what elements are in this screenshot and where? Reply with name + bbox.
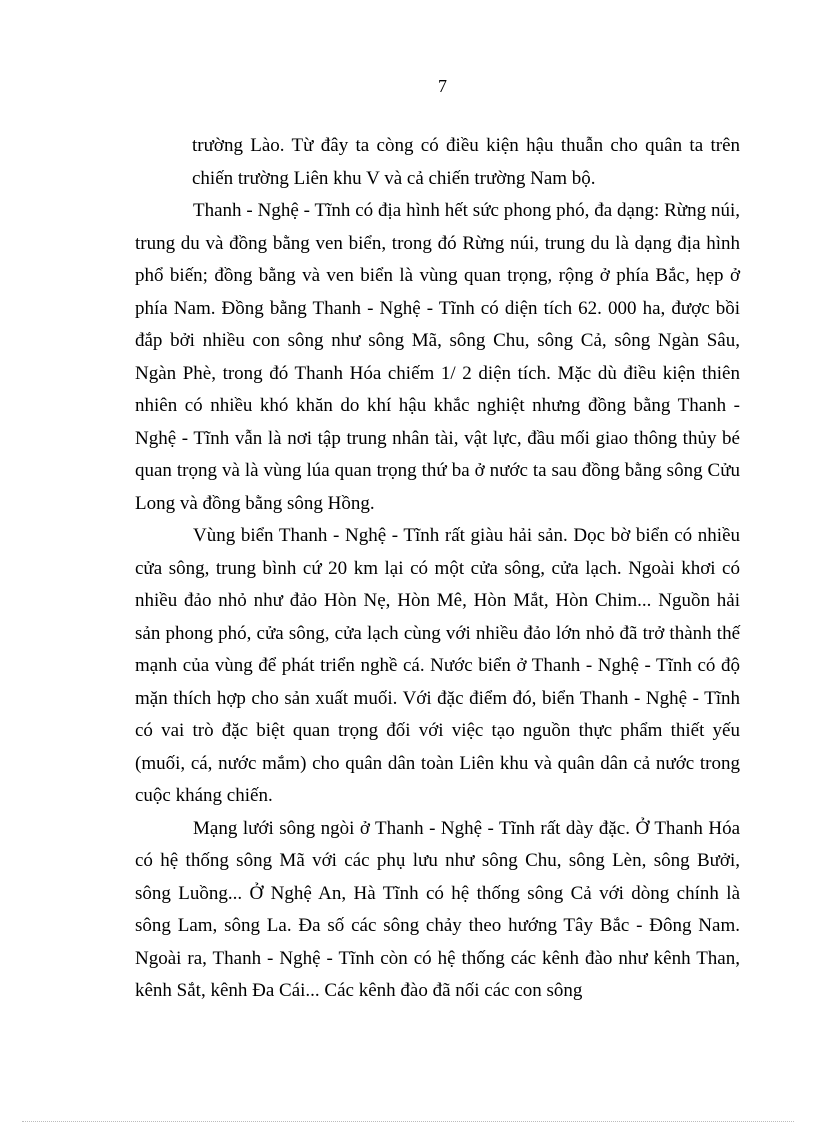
body-text	[135, 130, 740, 1008]
paragraph: Thanh - Nghệ - Tĩnh có địa hình hết sức phong phó, đa dạng: Rừng núi, trung du và đồng bằng ven biển, trong đó Rừng núi, trung du là dạng địa hình phổ biến; đồng bằng và ven biển là vùng quan trọng, rộng ở phía Bắc, hẹp ở phía Nam. Đồng bằng Thanh - Nghệ - Tĩnh có diện tích 62. 000 ha, được bồi đắp bởi nhiều con sông như sông Mã, sông Chu, sông Cả, sông Ngàn Sâu, Ngàn Phè, trong đó Thanh Hóa chiếm 1/ 2 diện tích. Mặc dù điều kiện thiên nhiên có nhiều khó khăn do khí hậu khắc nghiệt nhưng đồng bằng Thanh - Nghệ - Tĩnh vẫn là nơi tập trung nhân tài, vật lực, đầu mối giao thông thủy bé quan trọng và là vùng lúa quan trọng thứ ba ở nước ta sau đồng bằng sông Cửu Long và đồng bằng sông Hồng.	[135, 200, 740, 514]
page-number: 7	[438, 76, 447, 96]
paragraph: Mạng lưới sông ngòi ở Thanh - Nghệ - Tĩnh rất dày đặc. Ở Thanh Hóa có hệ thống sông Mã với các phụ lưu như sông Chu, sông Lèn, sông Bưởi, sông Luồng... Ở Nghệ An, Hà Tĩnh có hệ thống sông Cả với dòng chính là sông Lam, sông La. Đa số các sông chảy theo hướng Tây Bắc - Đông Nam. Ngoài ra, Thanh - Nghệ - Tĩnh còn có hệ thống các kênh đào như kênh Than, kênh Sắt, kênh Đa Cái... Các kênh đào đã nối các con sông	[135, 817, 740, 1001]
paragraph: Vùng biển Thanh - Nghệ - Tĩnh rất giàu hải sản. Dọc bờ biển có nhiều cửa sông, trung bình cứ 20 km lại có một cửa sông, cửa lạch. Ngoài khơi có nhiều đảo nhỏ như đảo Hòn Nẹ, Hòn Mê, Hòn Mắt, Hòn Chim... Nguồn hải sản phong phó, cửa sông, cửa lạch cùng với nhiều đảo lớn nhỏ đã trở thành thế mạnh của vùng để phát triển nghề cá. Nước biển ở Thanh - Nghệ - Tĩnh có độ mặn thích hợp cho sản xuất muối. Với đặc điểm đó, biển Thanh - Nghệ - Tĩnh có vai trò đặc biệt quan trọng đối với việc tạo nguồn thực phẩm thiết yếu (muối, cá, nước mắm) cho quân dân toàn Liên khu và quân dân cả nước trong cuộc kháng chiến.	[135, 525, 740, 806]
paragraph: trường Lào. Từ đây ta còng có điều kiện hậu thuẫn cho quân ta trên chiến trường Liên khu V và cả chiến trường Nam bộ.	[192, 135, 740, 189]
page-bottom-divider	[22, 1121, 794, 1122]
